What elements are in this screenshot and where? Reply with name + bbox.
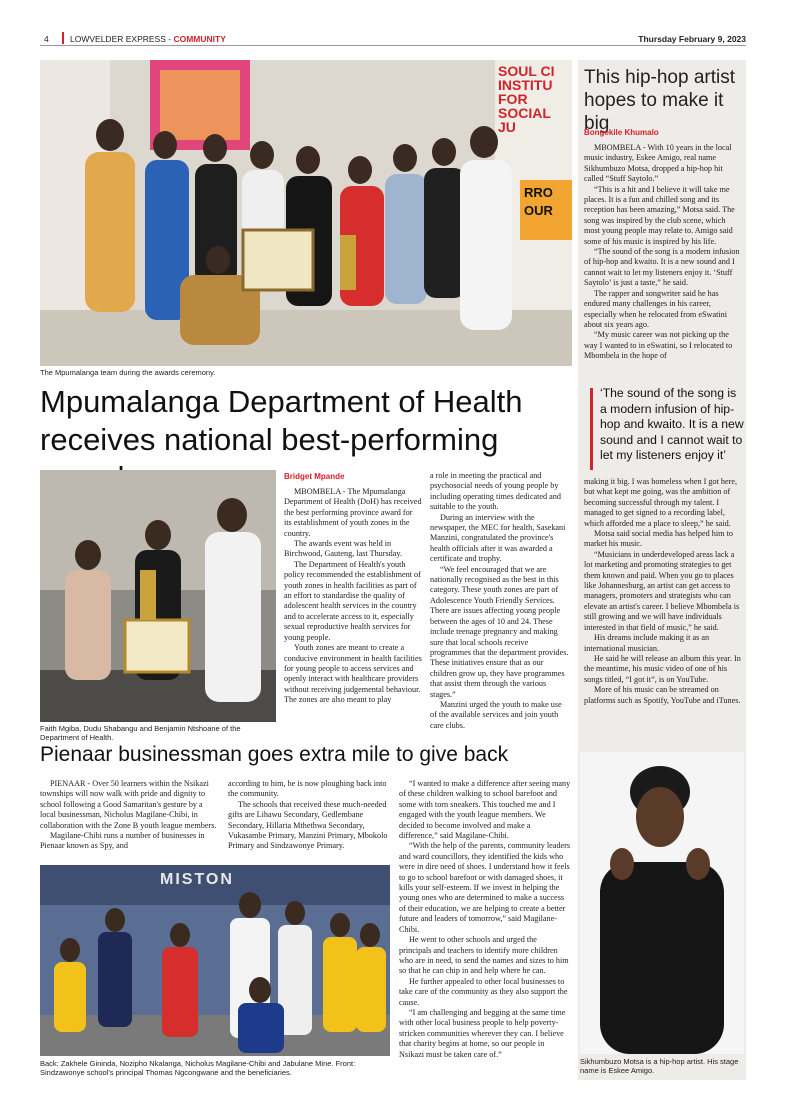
- paragraph: “My music career was not picking up the way I wanted to in eSwatini, so I relocated to Mbombela in the hope of: [584, 330, 733, 361]
- paragraph: During an interview with the newspaper, the MEC for health, Sasekani Manzini, congratulated the province's health officials after it was awarded a certificate and trophy.: [430, 512, 566, 564]
- paragraph: The Department of Health's youth policy recommended the establishment of youth zones in health facilities as part of an effort to standardise the quality of adolescent health services in the country and to accelerate access to it, especially sexual reproductive health services for young people.: [284, 559, 421, 642]
- header-rule: [40, 45, 746, 46]
- pienaar-col-1: [40, 779, 218, 852]
- health-photo-image: [40, 470, 276, 722]
- paragraph: according to him, he is now ploughing back into the community.: [228, 779, 387, 799]
- main-photo-caption: The Mpumalanga team during the awards ceremony.: [40, 368, 216, 377]
- pienaar-col-2: [228, 779, 390, 852]
- health-photo-caption: Faith Mgiba, Dudu Shabangu and Benjamin Ntshoane of the Department of Health.: [40, 724, 241, 743]
- header-accent-bar: [62, 32, 64, 44]
- health-headline: Mpumalanga Department of Health receives national best-performing: [40, 384, 523, 457]
- paragraph: He went to other schools and urged the principals and teachers to identify more children who are in need, to send the names and sizes to him so that he can chip in and help where he can.: [399, 935, 569, 976]
- paragraph: “Musicians in underdeveloped areas lack a lot marketing and promoting strategies to get them known and paid. When you go to places like Johannesburg, an artist can get access to managers, promoters and strategists who can elevate an artist's career. I believe Mbombela is still growing and we will have individuals interested in that field of music,” he said.: [584, 549, 740, 632]
- paragraph: “I wanted to make a difference after seeing many of these children walking to school barefoot and some with torn sneakers. This touched me and I engaged with the youth league members. We decided to become involved and make a difference,” said Magilane-Chibi.: [399, 779, 571, 841]
- section-name: COMMUNITY: [173, 34, 226, 44]
- masthead: [70, 34, 226, 44]
- paragraph: He further appealed to other local businesses to take care of the community as they also support the cause.: [399, 976, 568, 1007]
- pienaar-photo-image: [40, 865, 390, 1056]
- pull-quote: ‘The sound of the song is a modern infusion of hip-hop and kwaito. It is a new sound and I cannot wait to let my listeners enjoy it’: [600, 386, 744, 462]
- backdrop-sign: SOUL CI INSTITU FOR SOCIAL JU: [498, 63, 555, 135]
- paragraph: “I am challenging and begging at the same time with other local business people to help poverty-stricken communities wherever they can. I believe that charity begins at home, so our people in Nsikazi must be taken care of.”: [399, 1007, 566, 1059]
- pienaar-photo: [40, 865, 390, 1056]
- health-byline: Bridget Mpande: [284, 472, 345, 481]
- paragraph: More of his music can be streamed on platforms such as Spotify, YouTube and iTunes.: [584, 685, 741, 705]
- health-photo: [40, 470, 276, 722]
- paragraph: He said he will release an album this year. In the meantime, his music video of one of his songs titled, “I got it”, is on YouTube.: [584, 653, 741, 684]
- paragraph: Magilane-Chibi runs a number of businesses in Pienaar known as Spy, and: [40, 831, 205, 851]
- main-photo-image: [40, 60, 572, 366]
- paragraph: “With the help of the parents, community leaders and ward councillors, they identified the kids who were in dire need of shoes. I understand how it feels to go to school barefoot or with damaged shoes, it kills your self-esteem. If we invest in helping the young ones who are determined to make a success of their education, we are helping to create a better future and leaders of tomorrow,” said Magilane-Chibi.: [399, 841, 571, 934]
- paragraph: His dreams include making it as an international musician.: [584, 633, 710, 653]
- paragraph: “We feel encouraged that we are nationally recognised as the best in this category. These youth zones are part of Adolescence Youth Friendly Services. There are issues affecting young people between the ages of 10 and 24. These include teenage pregnancy and making sure that local schools receive programmes that the department provides. These initiatives ensure that as our children grow up, they have programmes that assist them through the various stages.”: [430, 564, 569, 699]
- paragraph: The awards event was held in Birchwood, Gauteng, last Thursday.: [284, 539, 403, 559]
- sidebar-photo-caption: Sikhumbuzo Motsa is a hip-hop artist. His stage name is Eskee Amigo.: [580, 1057, 739, 1076]
- sidebar-text-bottom: [584, 477, 742, 706]
- school-sign: MISTON: [160, 871, 234, 888]
- sidebar-text-top: [584, 143, 742, 362]
- sidebar-headline: This hip-hop artist hopes to make it big: [584, 67, 736, 134]
- paragraph: “The sound of the song is a modern infusion of hip-hop and kwaito. It is a new sound and I cannot wait to let my listeners enjoy it. ‘Stuff Saytolo’ is just a taste,” he said.: [584, 247, 740, 288]
- pienaar-col-3: [399, 779, 571, 1060]
- paragraph: Motsa said social media has helped him to market his music.: [584, 529, 733, 549]
- page-number: 4: [44, 34, 49, 44]
- artist-photo-image: [580, 752, 744, 1054]
- backdrop-side-text: RRO OUR: [524, 185, 553, 218]
- paragraph: MBOMBELA - With 10 years in the local music industry, Eskee Amigo, real name Sikhumbuzo Motsa, dropped a hip-hop hit called “Stuff Saytolo.”: [584, 143, 732, 184]
- health-col-2: [430, 471, 570, 731]
- paragraph: Youth zones are meant to create a conducive environment in health facilities for young people to access services and openly interact with healthcare providers without receiving judgemental behaviour. The zones are also meant to play: [284, 643, 422, 705]
- paragraph: The rapper and songwriter said he has endured many challenges in his career, especially when he relocated from eSwatini about six years ago.: [584, 288, 727, 329]
- health-col-1: [284, 487, 422, 706]
- pull-quote-bar: [590, 388, 593, 470]
- paragraph: MBOMBELA - The Mpumalanga Department of Health (DoH) has received the best performing province award for its establishment of youth zones in the country.: [284, 487, 422, 538]
- pienaar-photo-caption: Back: Zakhele Ginindа, Nozipho Nkalanga, Nicholus Magilane-Chibi and Jabulane Mine. Front: Sindzawonye school's principal Thomas Ngcongwane and the beneficiaries.: [40, 1059, 356, 1078]
- paragraph: “This is a hit and I believe it will take me places. It is a fun and chilled song and its reception has been amazing,” Motsa said. The song was inspired by the club scene, which most young people may relate to. Amigo said some of his music is inspired by his life.: [584, 184, 735, 246]
- paragraph: a role in meeting the practical and psychosocial needs of young people by including operating times dedicated and suitable to the youth.: [430, 471, 561, 512]
- paragraph: Manzini urged the youth to make use of the available services and join youth care clubs.: [430, 699, 562, 730]
- sidebar-byline: Bongekile Khumalo: [584, 128, 659, 137]
- paragraph: PIENAAR - Over 50 learners within the Nsikazi townships will now walk with pride and dignity to school following a Good Samaritan's gesture by a local businessman, Nicholus Magilane-Chibi, in collaboration with the Zone B youth league members.: [40, 779, 217, 830]
- paper-name: LOWVELDER EXPRESS -: [70, 34, 174, 44]
- paragraph: making it big. I was homeless when I got here, but what kept me going, was the ambition of becoming successful through my talent. I managed to get signed to a recording label, which afforded me a place to sleep,” he said.: [584, 477, 738, 528]
- pienaar-headline: Pienaar businessman goes extra mile to give back: [40, 743, 509, 766]
- paragraph: The schools that received these much-needed gifts are Lihawu Secondary, Gedlembane Secondary, Hillaria Mthethwa Secondary, Vukasambe Primary, Manzini Primary, Mbokolo Primary and Sindzawonye Primary.: [228, 799, 388, 851]
- sidebar-photo: [580, 752, 744, 1054]
- issue-date: Thursday February 9, 2023: [638, 34, 746, 44]
- main-photo: [40, 60, 572, 366]
